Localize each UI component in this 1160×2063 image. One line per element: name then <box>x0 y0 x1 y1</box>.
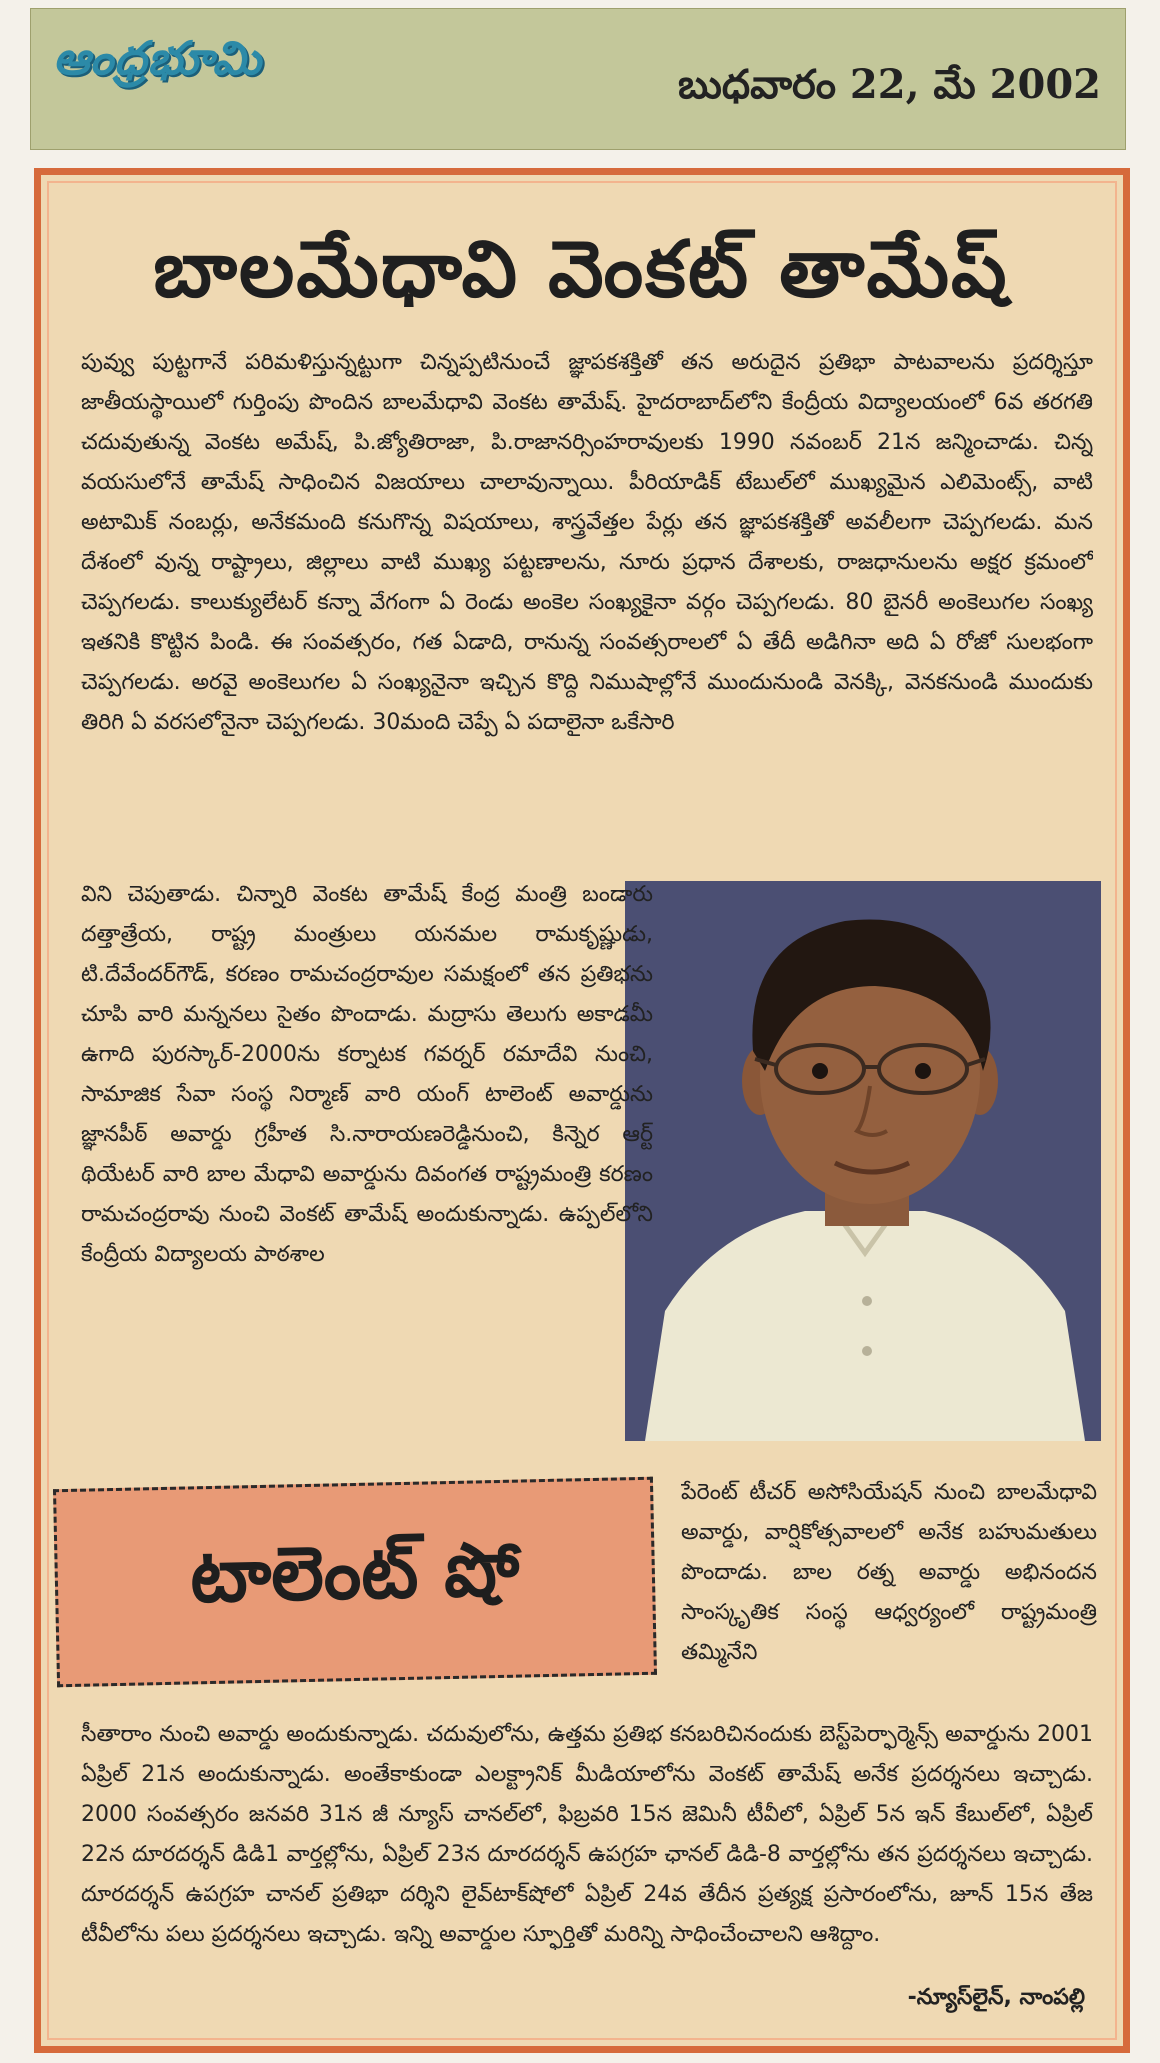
article-paragraph-4: సీతారాం నుంచి అవార్డు అందుకున్నాడు. చదువులోను, ఉత్తమ ప్రతిభ కనబరిచినందుకు బెస్ట్‌పెర్ఫార్మెన్స్ అవార్డును 2001 ఏప్రిల్ 21న అందుకున్నాడు. అంతేకాకుండా ఎలక్ట్రానిక్ మీడియాలోను వెంకట్ తామేష్ అనేక ప్రదర్శనలు ఇచ్చాడు. 2000 సంవత్సరం జనవరి 31న జీ న్యూస్ చానల్‌లో, ఫిబ్రవరి 15న జెమినీ టీవీలో, ఏప్రిల్ 5న ఇన్ కేబుల్‌లో, ఏప్రిల్ 22న దూరదర్శన్ డిడి1 వార్తల్లోను, ఏప్రిల్ 23న దూరదర్శన్ ఉపగ్రహ ఛానల్ డిడి-8 వార్తల్లోను తన ప్రదర్శనలు ఇచ్చాడు. దూరదర్శన్ ఉపగ్రహ చానల్ ప్రతిభా దర్శిని లైవ్‌టాక్‌షోలో ఏప్రిల్ 24వ తేదీన ప్రత్యక్ష ప్రసారంలోను, జూన్ 15న తేజ టీవీలోను పలు ప్రదర్శనలు ఇచ్చాడు. ఇన్ని అవార్డుల స్ఫూర్తితో మరిన్ని సాధించేంచాలని ఆశిద్దాం. <box>81 1722 1093 1947</box>
portrait-photo <box>625 881 1101 1441</box>
article-clipping <box>34 168 1130 2053</box>
publication-date: బుధవారం 22, మే 2002 <box>677 61 1101 108</box>
newspaper-masthead <box>30 8 1126 150</box>
newspaper-logo: ఆంధ్రభూమి <box>53 31 262 85</box>
boy-portrait-image <box>625 881 1101 1441</box>
talent-show-title: టాలెంట్ షో <box>189 1526 521 1620</box>
article-paragraph-2: విని చెపుతాడు. చిన్నారి వెంకట తామేష్ కేంద్ర మంత్రి బండారు దత్తాత్రేయ, రాష్ట్ర మంత్రులు యనమల రామకృష్ణుడు, టి.దేవేందర్‌గౌడ్, కరణం రామచంద్రరావుల సమక్షంలో తన ప్రతిభను చూపి వారి మన్ననలు సైతం పొందాడు. మద్రాసు తెలుగు అకాడమీ ఉగాది పురస్కార్-2000ను కర్నాటక గవర్నర్ రమాదేవి నుంచి, సామాజిక సేవా సంస్థ నిర్మాణ్ వారి యంగ్ టాలెంట్ అవార్డును జ్ఞానపీఠ్ అవార్డు గ్రహీత సి.నారాయణరెడ్డినుంచి, కిన్నెర ఆర్ట్ థియేటర్ వారి బాల మేధావి అవార్డును దివంగత రాష్ట్రమంత్రి కరణం రామచంద్రరావు నుంచి వెంకట్ తామేష్ అందుకున్నాడు. ఉప్పల్‌లోని కేంద్రీయ విద్యాలయ పాఠశాల <box>81 882 653 1267</box>
article-paragraph-1: పువ్వు పుట్టగానే పరిమళిస్తున్నట్టుగా చిన్నప్పటినుంచే జ్ఞాపకశక్తితో తన అరుదైన ప్రతిభా పాటవాలను ప్రదర్శిస్తూ జాతీయస్థాయిలో గుర్తింపు పొందిన బాలమేధావి వెంకట తామేష్. హైదరాబాద్‌లోని కేంద్రీయ విద్యాలయంలో 6వ తరగతి చదువుతున్న వెంకట అమేష్, పి.జ్యోతిరాజా, పి.రాజానర్సింహరావులకు 1990 నవంబర్ 21న జన్మించాడు. చిన్న వయసులోనే తామేష్ సాధించిన విజయాలు చాలావున్నాయి. పీరియాడిక్ టేబుల్‌లో ముఖ్యమైన ఎలిమెంట్స్, వాటి అటామిక్ నంబర్లు, అనేకమంది కనుగొన్న విషయాలు, శాస్త్రవేత్తల పేర్లు తన జ్ఞాపకశక్తితో అవలీలగా చెప్పగలడు. మన దేశంలో వున్న రాష్ట్రాలు, జిల్లాలు వాటి ముఖ్య పట్టణాలను, నూరు ప్రధాన దేశాలకు, రాజధానులను అక్షర క్రమంలో చెప్పగలడు. కాలుక్యులేటర్ కన్నా వేగంగా ఏ రెండు అంకెల సంఖ్యకైనా వర్గం చెప్పగలడు. 80 బైనరీ అంకెలుగల సంఖ్య ఇతనికి కొట్టిన పిండి. ఈ సంవత్సరం, గత ఏడాది, రానున్న సంవత్సరాలలో ఏ తేదీ అడిగినా అది ఏ రోజో సులభంగా చెప్పగలడు. అరవై అంకెలుగల ఏ సంఖ్యనైనా ఇచ్చిన కొద్ది నిముషాల్లోనే ముందునుండి వెనక్కి, వెనకనుండి ముందుకు తిరిగి ఏ వరసలోనైనా చెప్పగలడు. 30మంది చెప్పే ఏ పదాలైనా ఒకేసారి <box>81 350 1093 735</box>
article-paragraph-3: పేరెంట్ టీచర్ అసోసియేషన్ నుంచి బాలమేధావి అవార్డు, వార్షికోత్సవాలలో అనేక బహుమతులు పొందాడు. బాల రత్న అవార్డు అభినందన సాంస్కృతిక సంస్థ ఆధ్వర్యంలో రాష్ట్రమంత్రి తమ్మినేని <box>681 1480 1097 1665</box>
article-byline: -న్యూస్‌లైన్, నాంపల్లి <box>907 1985 1085 2010</box>
talent-show-box <box>53 1477 657 1688</box>
article-headline: బాలమేధావి వెంకట్ తామేష్ <box>153 224 1009 315</box>
